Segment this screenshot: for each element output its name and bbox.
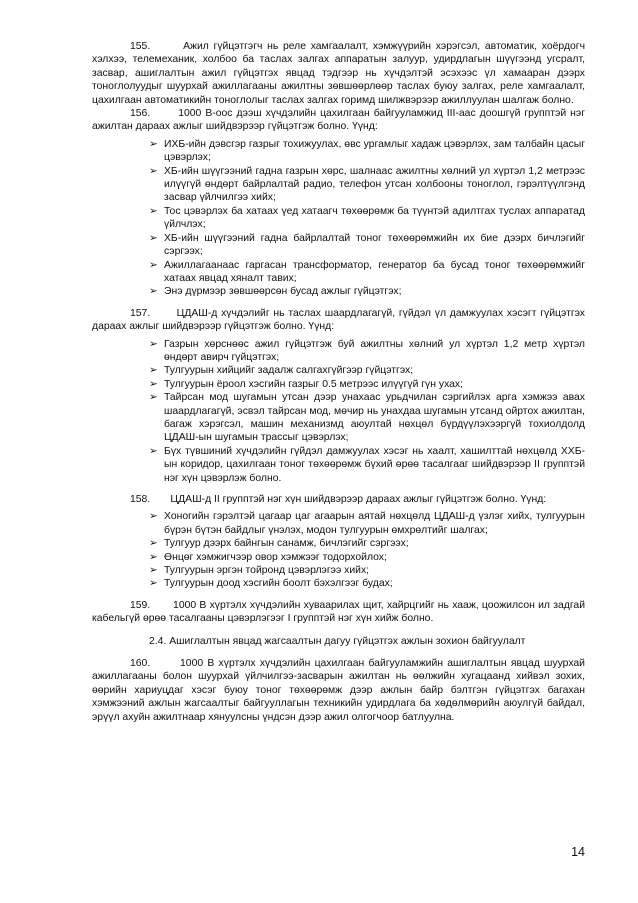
list-item: ➢ Тулгуур дээрх байнгын санамж, бичлэгийг сэргээх; <box>149 538 409 550</box>
list-item: ➢ Тайрсан мод шугамын утсан дээр унахаас урьдчилан сэргийлэх арга хэмжээ авах шаардлагагүй, эсвэл тайрсан мод, мөчир нь унахдаа шугамын утсанд ойртох ажилтан, багаж хэрэгсэл, машин механизмд аюултай нөхцөл бүрдүүлэхээргүй тохиолдолд ЦДАШ-ын шугамын трассыг цэвэрлэх; <box>149 392 585 444</box>
arrow-bullet-icon: ➢ <box>149 578 158 590</box>
list-item: ➢ Газрын хөрснөөс ажил гүйцэтгэж буй ажилтны хөлний ул хүртэл 1,2 метр хүртэл өндөрт авирч гүйцэтгэх; <box>149 338 585 363</box>
list-item: ➢ Бүх түвшиний хүчдэлийн гүйдэл дамжуулах хэсэг нь хаалт, хашилттай нөхцөлд ХХБ-ын коридор, цахилгаан тоног төхөөрөмж бүхий өрөө тасалгааг шийдвэрээр II групптэй нэг хүн цэвэрлэж болно. <box>149 445 585 484</box>
list-item: ➢ ХБ-ийн шүүгээний гадна байрлалтай тоног төхөөрөмжийн их бие дээрх бичлэгийг сэргээх; <box>149 232 585 258</box>
arrow-bullet-icon: ➢ <box>149 338 158 350</box>
arrow-bullet-icon: ➢ <box>149 165 158 177</box>
arrow-bullet-icon: ➢ <box>149 259 158 271</box>
arrow-bullet-icon: ➢ <box>149 565 158 577</box>
list-156 <box>92 138 585 299</box>
paragraph-155: 155. Ажил гүйцэтгэгч нь реле хамгаалалт, хэмжүүрийн хэрэгсэл, автоматик, хоёрдогч хэлхээ, телемеханик, холбоо ба таслах залгах аппаратын залуур, удирдлагын шүүгээнд угсралт, засвар, ашиглалтын ажил гүйцэтгэх явцад тэдгээр нь хүчдэлтэй эсэхээс үл хамааран дээрх тоноглолуудыг шуурхай ажиллагааны ажилтны зөвшөөрлөөр таслах буюу залгах, реле хамгаалалт, цахилгаан автоматикийн тоноглолыг таслах залгах горимд шилжвэрээр ажиллуулан шалгаж болно. <box>92 41 585 106</box>
list-157 <box>92 338 585 485</box>
arrow-bullet-icon: ➢ <box>149 551 158 563</box>
page-number: 14 <box>571 845 585 859</box>
list-item: ➢ ИХБ-ийн дэвсгэр газрыг тохижуулах, өвс ургамлыг хадаж цэвэрлэх, зам талбайн цасыг цэвэрлэх; <box>149 138 585 164</box>
arrow-bullet-icon: ➢ <box>149 286 158 298</box>
list-item: ➢ Тулгуурын доод хэсгийн боолт бэхэлгээг будах; <box>149 578 393 590</box>
paragraph-159: 159. 1000 В хүртэлх хүчдэлийн хуваарилах щит, хайрцгийг нь хааж, цоожилсон ил задгай кабельгүй өрөө тасалгааны цэвэрлэгээг I групптэй нэг хүн хийж болно. <box>92 599 585 625</box>
list-item: ➢ Энэ дүрмээр зөвшөөрсөн бусад ажлыг гүйцэтгэх; <box>149 286 402 298</box>
arrow-bullet-icon: ➢ <box>149 445 158 457</box>
arrow-bullet-icon: ➢ <box>149 138 158 150</box>
list-item: ➢ Ажиллагаанаас гаргасан трансформатор, генератор ба бусад тоног төхөөрөмжийг хатаах явцад хяналт тавих; <box>149 259 585 284</box>
arrow-bullet-icon: ➢ <box>149 511 158 523</box>
list-item: ➢ Хоногийн гэрэлтэй цагаар цаг агаарын аятай нөхцөлд ЦДАШ-д үзлэг хийх, тулгуурын бүрэн бүтэн байдлыг үнэлэх, модон тулгуурын өмхрөлтийг шалгах; <box>149 511 585 536</box>
paragraph-160: 160. 1000 В хүртэлх хүчдэлийн цахилгаан байгууламжийн ашиглалтын явцад шуурхай ажиллагааны болон шуурхай үйлчилгээ-засварын ажилтан нь өөлжийн хугацаанд хийвэл зохих, өөрийн хариуцдаг хэсэг буюу тоног төхөөрөмж дээр ажлын байр бэлтгэн гүйцэтгэх багахан хэмжээний ажлын жагсаалтыг байгууллагын техникийн удирдлага ба хөдөлмөрийн аюулгүй байдал, эрүүл ахуйн ажилтнаар хянуулсны үндсэн дээр ажил олгогчоор батлуулна. <box>92 658 585 723</box>
list-item: ➢ Тулгуурын хийцийг задалж салгахгүйгээр гүйцэтгэх; <box>149 365 414 377</box>
arrow-bullet-icon: ➢ <box>149 392 158 404</box>
arrow-bullet-icon: ➢ <box>149 378 158 390</box>
section-heading: 2.4. Ашиглалтын явцад жагсаалтын дагуу гүйцэтгэх ажлын зохион байгуулалт <box>149 635 526 647</box>
arrow-bullet-icon: ➢ <box>149 538 158 550</box>
arrow-bullet-icon: ➢ <box>149 232 158 244</box>
list-item: ➢ Тулгуурын ёроол хэсгийн газрыг 0.5 метрээс илүүгүй гүн ухах; <box>149 378 464 390</box>
list-item: ➢ Тос цэвэрлэх ба хатаах үед хатаагч төхөөрөмж ба түүнтэй адилтгах туслах аппаратад үйлчлэх; <box>149 205 585 231</box>
list-item: ➢ Өнцөг хэмжигчээр овор хэмжээг тодорхойлох; <box>149 551 387 563</box>
paragraph-157: 157. ЦДАШ-д хүчдэлийг нь таслах шаардлагагүй, гүйдэл үл дамжуулах хэсэгт гүйцэтгэх дараах ажлыг шийдвэрээр гүйцэтгэж болно. Үүнд: <box>92 307 585 333</box>
paragraph-158: 158. ЦДАШ-д II групптэй нэг хүн шийдвэрээр дараах ажлыг гүйцэтгэж болно. Үүнд: <box>130 494 547 505</box>
arrow-bullet-icon: ➢ <box>149 205 158 217</box>
list-158 <box>92 510 585 590</box>
arrow-bullet-icon: ➢ <box>149 365 158 377</box>
list-item: ➢ Тулгуурын эргэн тойронд цэвэрлэгээ хийх; <box>149 565 370 577</box>
list-item: ➢ ХБ-ийн шүүгээний гадна газрын хөрс, шалнаас ажилтны хөлний ул хүртэл 1,2 метрээс илүүгүй өндөрт байрлалтай радио, телефон утсан холбооны тоноглол, гэрэлтүүлгэнд засвар үйлчилгээ хийх; <box>149 165 585 204</box>
paragraph-156: 156. 1000 В-оос дээш хүчдэлийн цахилгаан байгууламжид III-аас доошгүй групптэй нэг ажилтан дараах ажлыг шийдвэрээр гүйцэтгэж болно. Үүнд: <box>92 108 585 133</box>
